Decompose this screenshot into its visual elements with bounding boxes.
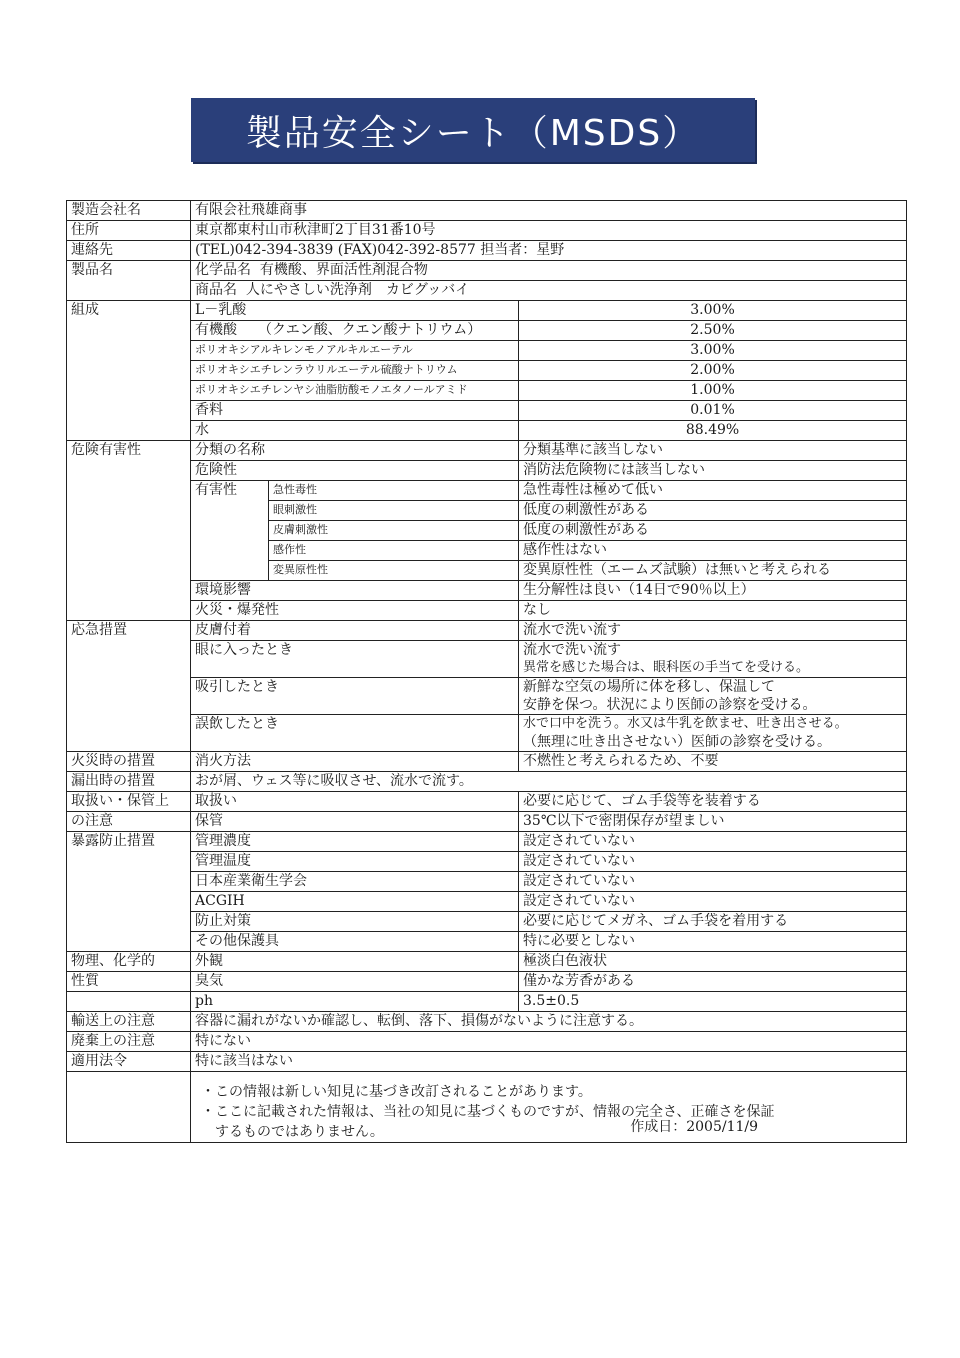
hazard-row — [67, 601, 907, 621]
exposure-name: ACGIH — [191, 892, 519, 912]
composition-value: 88.49% — [519, 421, 907, 441]
composition-name: ポリオキシエチレンヤシ油脂肪酸モノエタノールアミド — [191, 381, 519, 401]
disposal-row — [67, 1032, 907, 1052]
handling-label: 取扱い・保管上 — [67, 792, 191, 812]
physical-name: 外観 — [191, 952, 519, 972]
law-value: 特に該当はない — [191, 1052, 907, 1072]
notes-empty-cell — [67, 1072, 191, 1143]
chem-label: 化学品名 — [195, 262, 251, 278]
exposure-name: 防止対策 — [191, 912, 519, 932]
product-trade — [191, 281, 907, 301]
harm-value: 低度の刺激性がある — [519, 501, 907, 521]
eye-value — [519, 641, 907, 678]
composition-label: 組成 — [67, 301, 191, 441]
composition-name: 水 — [191, 421, 519, 441]
msds-table — [66, 200, 907, 1143]
first-aid-row — [67, 678, 907, 715]
composition-row — [67, 361, 907, 381]
fire-measures-row — [67, 752, 907, 772]
contact-value: (TEL)042-394-3839 (FAX)042-392-8577 担当者：星野 — [191, 241, 907, 261]
store-label: 保管 — [191, 812, 519, 832]
eye-value-line: 流水で洗い流す — [523, 642, 621, 658]
composition-name: ポリオキシアルキレンモノアルキルエーテル — [191, 341, 519, 361]
leak-measures-value: おが屑、ウェス等に吸収させ、流水で流す。 — [191, 772, 907, 792]
hazard-row — [67, 581, 907, 601]
composition-name: ポリオキシエチレンラウリルエーテル硫酸ナトリウム — [191, 361, 519, 381]
swallow-value-line: （無理に吐き出させない）医師の診察を受ける。 — [523, 734, 831, 750]
physical-row — [67, 972, 907, 992]
exposure-value: 設定されていない — [519, 832, 907, 852]
chem-value: 有機酸、界面活性剤混合物 — [259, 262, 428, 278]
harm-name: 変異原性性 — [269, 561, 519, 581]
exposure-row — [67, 872, 907, 892]
product-label: 製品名 — [67, 261, 191, 301]
skin-label: 皮膚付着 — [191, 621, 519, 641]
harm-name: 眼刺激性 — [269, 501, 519, 521]
hazard-row — [67, 441, 907, 461]
store-value: 35℃以下で密閉保存が望ましい — [519, 812, 907, 832]
composition-value: 1.00% — [519, 381, 907, 401]
product-chem — [191, 261, 907, 281]
first-aid-row — [67, 641, 907, 678]
exposure-row — [67, 932, 907, 952]
eye-label: 眼に入ったとき — [191, 641, 519, 678]
composition-value: 2.50% — [519, 321, 907, 341]
composition-value: 0.01% — [519, 401, 907, 421]
swallow-value-line: 水で口中を洗う。水又は牛乳を飲ませ、吐き出させる。 — [523, 716, 848, 731]
notes-cell — [191, 1072, 907, 1143]
hazard-classification-label: 分類の名称 — [191, 441, 519, 461]
address-label: 住所 — [67, 221, 191, 241]
exposure-row — [67, 832, 907, 852]
handling-row — [67, 792, 907, 812]
harm-value: 急性毒性は極めて低い — [519, 481, 907, 501]
exposure-row — [67, 852, 907, 872]
composition-name: L－乳酸 — [191, 301, 519, 321]
inhale-label: 吸引したとき — [191, 678, 519, 715]
eye-value-line: 異常を感じた場合は、眼科医の手当てを受ける。 — [523, 660, 810, 675]
exposure-value: 特に必要としない — [519, 932, 907, 952]
company-value: 有限会社飛雄商事 — [191, 201, 907, 221]
trade-value: 人にやさしい洗浄剤 カビグッバイ — [245, 282, 470, 298]
harm-label: 有害性 — [191, 481, 269, 581]
harm-value: 変異原性性（エームズ試験）は無いと考えられる — [519, 561, 907, 581]
company-label: 製造会社名 — [67, 201, 191, 221]
handling-row — [67, 812, 907, 832]
composition-value: 3.00% — [519, 301, 907, 321]
creation-date: 作成日：2005/11/9 — [630, 1119, 759, 1135]
inhale-value-line: 新鮮な空気の場所に体を移し、保温して — [523, 679, 775, 695]
composition-value: 3.00% — [519, 341, 907, 361]
company-row — [67, 201, 907, 221]
exposure-name: 管理温度 — [191, 852, 519, 872]
physical-row — [67, 992, 907, 1012]
composition-name: 香料 — [191, 401, 519, 421]
physical-value: 僅かな芳香がある — [519, 972, 907, 992]
hazard-fire-label: 火災・爆発性 — [191, 601, 519, 621]
note-line: するものではありません。 — [215, 1124, 384, 1140]
physical-value: 3.5±0.5 — [519, 992, 907, 1012]
handling-label-2: の注意 — [67, 812, 191, 832]
harm-value: 感作性はない — [519, 541, 907, 561]
trade-label: 商品名 — [195, 282, 237, 298]
physical-label-empty — [67, 992, 191, 1012]
first-aid-row — [67, 715, 907, 752]
exposure-value: 設定されていない — [519, 852, 907, 872]
inhale-value-line: 安静を保つ。状況により医師の診察を受ける。 — [523, 697, 817, 713]
note-line: ・ここに記載された情報は、当社の知見に基づくものですが、情報の完全さ、正確さを保証 — [201, 1104, 775, 1120]
hazard-danger-value: 消防法危険物には該当しない — [519, 461, 907, 481]
composition-value: 2.00% — [519, 361, 907, 381]
composition-row — [67, 381, 907, 401]
swallow-value — [519, 715, 907, 752]
exposure-value: 設定されていない — [519, 872, 907, 892]
swallow-label: 誤飲したとき — [191, 715, 519, 752]
handle-value: 必要に応じて、ゴム手袋等を装着する — [519, 792, 907, 812]
hazard-env-label: 環境影響 — [191, 581, 519, 601]
hazard-env-value: 生分解性は良い（14日で90％以上） — [519, 581, 907, 601]
exposure-name: 日本産業衛生学会 — [191, 872, 519, 892]
note-line: ・この情報は新しい知見に基づき改訂されることがあります。 — [201, 1084, 592, 1100]
address-value: 東京都東村山市秋津町2丁目31番10号 — [191, 221, 907, 241]
transport-row — [67, 1012, 907, 1032]
contact-row — [67, 241, 907, 261]
exposure-value: 必要に応じてメガネ、ゴム手袋を着用する — [519, 912, 907, 932]
harm-name: 急性毒性 — [269, 481, 519, 501]
composition-row — [67, 341, 907, 361]
law-row — [67, 1052, 907, 1072]
physical-label-2: 性質 — [67, 972, 191, 992]
exposure-label: 暴露防止措置 — [67, 832, 191, 952]
leak-measures-label: 漏出時の措置 — [67, 772, 191, 792]
physical-row — [67, 952, 907, 972]
physical-name: ph — [191, 992, 519, 1012]
exposure-value: 設定されていない — [519, 892, 907, 912]
harm-name: 感作性 — [269, 541, 519, 561]
law-label: 適用法令 — [67, 1052, 191, 1072]
transport-value: 容器に漏れがないか確認し、転倒、落下、損傷がないように注意する。 — [191, 1012, 907, 1032]
hazard-harm-row — [67, 481, 907, 501]
hazard-classification-value: 分類基準に該当しない — [519, 441, 907, 461]
physical-name: 臭気 — [191, 972, 519, 992]
exposure-row — [67, 892, 907, 912]
inhale-value — [519, 678, 907, 715]
product-trade-row — [67, 281, 907, 301]
transport-label: 輸送上の注意 — [67, 1012, 191, 1032]
first-aid-row — [67, 621, 907, 641]
composition-row — [67, 401, 907, 421]
address-row — [67, 221, 907, 241]
hazard-fire-value: なし — [519, 601, 907, 621]
fire-measures-label: 火災時の措置 — [67, 752, 191, 772]
composition-name: 有機酸 （クエン酸、クエン酸ナトリウム） — [191, 321, 519, 341]
composition-row — [67, 301, 907, 321]
fire-measures-value: 不燃性と考えられるため、不要 — [519, 752, 907, 772]
product-row — [67, 261, 907, 281]
exposure-name: 管理濃度 — [191, 832, 519, 852]
notes-row — [67, 1072, 907, 1143]
hazard-row — [67, 461, 907, 481]
contact-label: 連絡先 — [67, 241, 191, 261]
handle-label: 取扱い — [191, 792, 519, 812]
physical-value: 極淡白色液状 — [519, 952, 907, 972]
hazard-danger-label: 危険性 — [191, 461, 519, 481]
composition-row — [67, 321, 907, 341]
physical-label: 物理、化学的 — [67, 952, 191, 972]
disposal-value: 特にない — [191, 1032, 907, 1052]
hazard-label: 危険有害性 — [67, 441, 191, 621]
disposal-label: 廃棄上の注意 — [67, 1032, 191, 1052]
document-title: 製品安全シート（MSDS） — [191, 98, 755, 162]
harm-value: 低度の刺激性がある — [519, 521, 907, 541]
skin-value: 流水で洗い流す — [519, 621, 907, 641]
exposure-name: その他保護具 — [191, 932, 519, 952]
harm-name: 皮膚刺激性 — [269, 521, 519, 541]
leak-measures-row — [67, 772, 907, 792]
fire-measures-sub-label: 消火方法 — [191, 752, 519, 772]
exposure-row — [67, 912, 907, 932]
first-aid-label: 応急措置 — [67, 621, 191, 752]
composition-row — [67, 421, 907, 441]
